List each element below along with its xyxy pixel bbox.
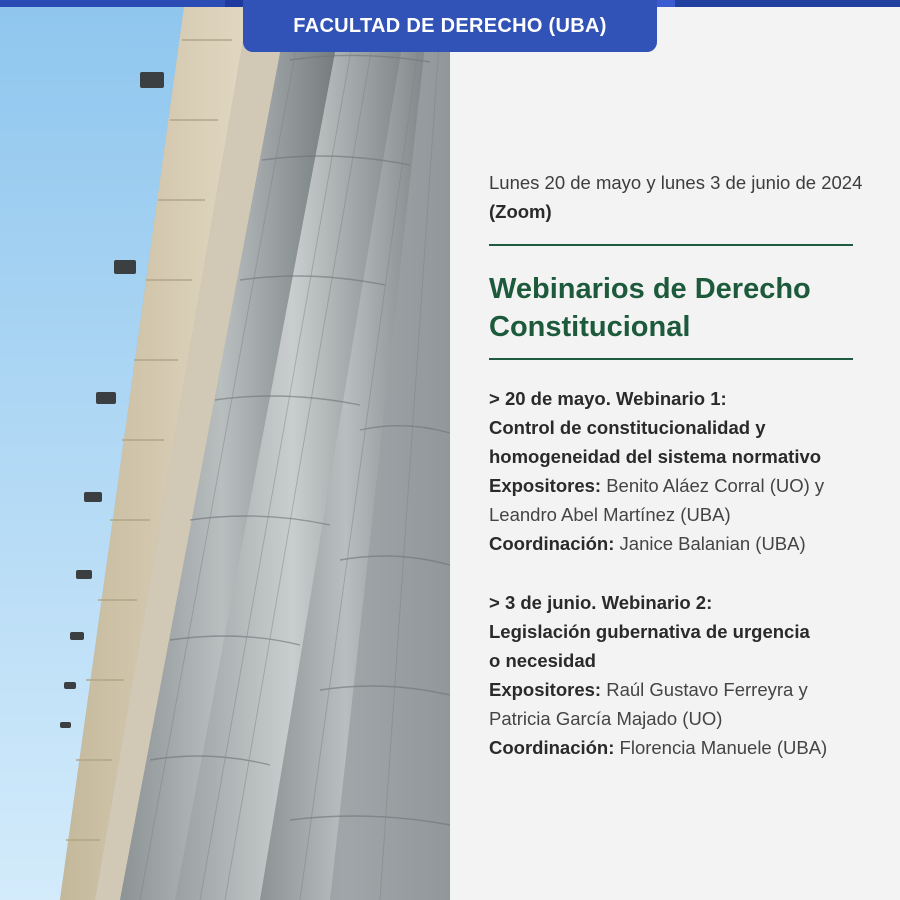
- webinar-2-coord-value: Florencia Manuele (UBA): [614, 737, 828, 758]
- webinar-2-speakers-label: Expositores:: [489, 679, 602, 700]
- event-title-line2: Constitucional: [489, 311, 691, 343]
- webinar-1-coord-label: Coordinación:: [489, 533, 615, 554]
- divider-bottom: [489, 358, 853, 360]
- event-date: [489, 168, 869, 226]
- webinar-2-speakers: [489, 675, 889, 704]
- event-date-text: Lunes 20 de mayo y lunes 3 de junio de 2024: [489, 172, 863, 193]
- faculty-name: FACULTAD DE DERECHO (UBA): [293, 14, 607, 37]
- event-title-line1: Webinarios de Derecho: [489, 273, 811, 305]
- webinar-1-heading: > 20 de mayo. Webinario 1:: [489, 388, 727, 409]
- webinar-2-heading: > 3 de junio. Webinario 2:: [489, 592, 713, 613]
- webinar-2-speakers-line1: Raúl Gustavo Ferreyra y: [601, 679, 808, 700]
- webinar-1-coordination: [489, 529, 889, 558]
- webinar-2: [489, 588, 889, 762]
- webinar-1: [489, 384, 889, 558]
- webinar-1-speakers: [489, 471, 889, 500]
- webinar-1-coord-value: Janice Balanian (UBA): [614, 533, 806, 554]
- webinar-2-topic-line1: Legislación gubernativa de urgencia: [489, 621, 810, 642]
- divider-top: [489, 244, 853, 246]
- event-title: [489, 270, 879, 346]
- webinar-2-coordination: [489, 733, 889, 762]
- webinar-2-topic-line2: o necesidad: [489, 650, 596, 671]
- webinar-1-topic-line2: homogeneidad del sistema normativo: [489, 446, 822, 467]
- webinar-1-speakers-line1: Benito Aláez Corral (UO) y: [601, 475, 825, 496]
- webinar-2-coord-label: Coordinación:: [489, 737, 615, 758]
- webinar-1-speakers-line2: Leandro Abel Martínez (UBA): [489, 504, 731, 525]
- event-platform: (Zoom): [489, 201, 552, 222]
- webinar-2-speakers-line2: Patricia García Majado (UO): [489, 708, 723, 729]
- webinar-1-speakers-label: Expositores:: [489, 475, 602, 496]
- webinar-1-topic-line1: Control de constitucionalidad y: [489, 417, 766, 438]
- faculty-header-tab: [243, 0, 657, 52]
